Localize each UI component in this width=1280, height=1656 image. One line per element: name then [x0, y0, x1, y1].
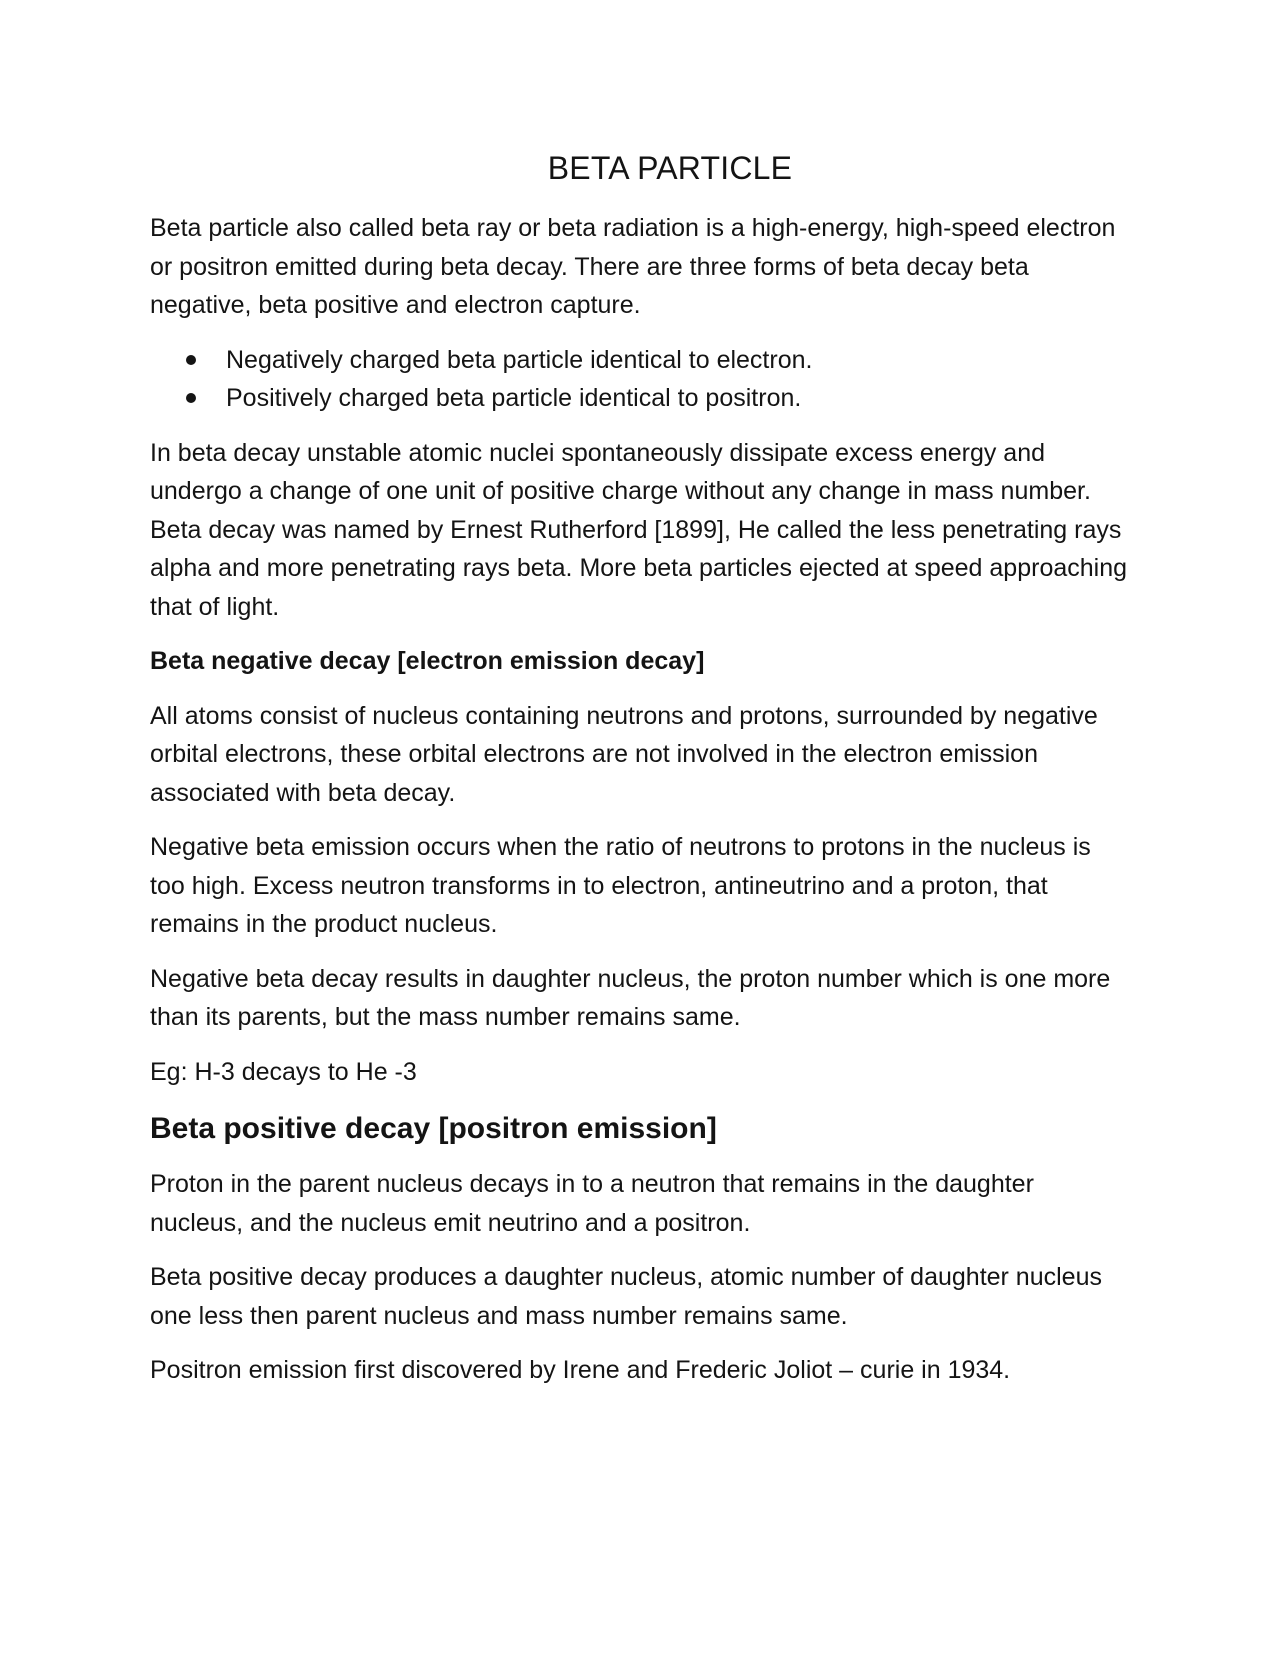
- example-paragraph: Eg: H-3 decays to He -3: [150, 1057, 417, 1086]
- list-item: [186, 341, 1130, 380]
- beta-negative-heading: Beta negative decay [electron emission decay]: [150, 647, 705, 675]
- list-item-text: Negatively charged beta particle identical to electron.: [226, 345, 813, 374]
- beta-decay-paragraph: In beta decay unstable atomic nuclei spontaneously dissipate excess energy and undergo a change of one unit of positive charge without any change in mass number. Beta decay was named by Ernest Rutherford [1899], He called the less penetrating rays alpha and more penetrating rays beta. More beta particles ejected at speed approaching that of light.: [150, 438, 1128, 621]
- document-page: [150, 150, 1130, 1406]
- beta-negative-paragraph: Negative beta emission occurs when the ratio of neutrons to protons in the nucleus is too high. Excess neutron transforms in to electron, antineutrino and a proton, that remains in the product nucleus.: [150, 833, 1091, 938]
- beta-types-list: [150, 341, 1130, 418]
- document-title: BETA PARTICLE: [547, 150, 793, 186]
- beta-negative-paragraph: All atoms consist of nucleus containing neutrons and protons, surrounded by negative orbital electrons, these orbital electrons are not involved in the electron emission associated with beta decay.: [150, 701, 1098, 807]
- list-item-text: Positively charged beta particle identical to positron.: [226, 384, 802, 412]
- beta-positive-heading: Beta positive decay [positron emission]: [150, 1112, 717, 1145]
- beta-positive-paragraph: Beta positive decay produces a daughter nucleus, atomic number of daughter nucleus one less then parent nucleus and mass number remains same.: [150, 1263, 1102, 1330]
- bullet-icon: [186, 355, 196, 365]
- beta-negative-paragraph: Negative beta decay results in daughter nucleus, the proton number which is one more than its parents, but the mass number remains same.: [150, 964, 1111, 1031]
- list-item: [186, 379, 1130, 418]
- beta-positive-paragraph: Positron emission first discovered by Irene and Frederic Joliot – curie in 1934.: [150, 1356, 1011, 1384]
- beta-positive-paragraph: Proton in the parent nucleus decays in to a neutron that remains in the daughter nucleus, and the nucleus emit neutrino and a positron.: [150, 1170, 1034, 1237]
- bullet-icon: [186, 393, 196, 403]
- intro-paragraph: Beta particle also called beta ray or beta radiation is a high-energy, high-speed electron or positron emitted during beta decay. There are three forms of beta decay beta negative, beta positive and electron capture.: [150, 214, 1116, 319]
